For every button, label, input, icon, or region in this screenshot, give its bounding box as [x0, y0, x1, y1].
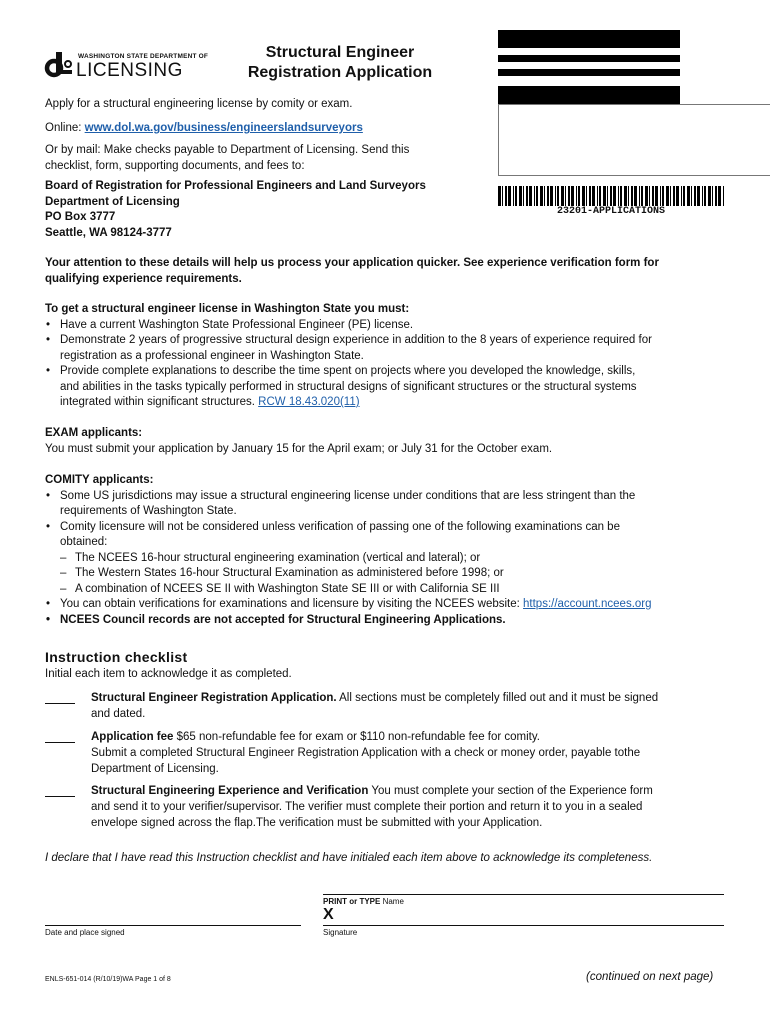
- signature-label: Signature: [323, 928, 358, 937]
- attention-note: [45, 256, 659, 287]
- exam-option: – The NCEES 16-hour structural engineering examination (vertical and lateral); or: [60, 551, 735, 567]
- online-link[interactable]: www.dol.wa.gov/business/engineerslandsurveyors: [84, 122, 363, 134]
- requirements-section: [45, 302, 725, 411]
- continued-note: (continued on next page): [586, 971, 714, 983]
- barcode-icon: [498, 186, 724, 206]
- mailing-address: [45, 179, 426, 241]
- exam-text: You must submit your application by January 15 for the April exam; or July 31 for the October exam.: [45, 442, 553, 455]
- attention-line: Your attention to these details will help us process your application quicker. See experience verification form for: [45, 257, 659, 269]
- initial-field[interactable]: [45, 703, 75, 704]
- requirements-heading: To get a structural engineer license in Washington State you must:: [45, 303, 410, 315]
- comity-item: • NCEES Council records are not accepted for Structural Engineering Applications.: [45, 613, 735, 629]
- online-row: [45, 121, 363, 137]
- checklist-subheading: Initial each item to acknowledge it as completed.: [45, 668, 292, 680]
- checklist-heading: Instruction checklist: [45, 649, 188, 665]
- print-name-label: PRINT or TYPE Name: [323, 897, 404, 906]
- rcw-link[interactable]: RCW 18.43.020(11): [258, 396, 360, 408]
- form-title-line2: Registration Application: [247, 64, 433, 81]
- form-title-line1: Structural Engineer: [265, 44, 415, 61]
- mail-line: checklist, form, supporting documents, and fees to:: [45, 159, 305, 172]
- address-line: PO Box 3777: [45, 211, 116, 223]
- address-line: Seattle, WA 98124-3777: [45, 226, 172, 239]
- attention-line: qualifying experience requirements.: [45, 272, 242, 285]
- mail-instructions: [45, 143, 409, 174]
- black-bar: [498, 86, 680, 104]
- black-bar: [498, 69, 680, 76]
- office-stamp-box: [498, 104, 770, 176]
- form-title: [222, 43, 458, 83]
- address-line: Board of Registration for Professional Engineers and Land Surveyors: [45, 180, 426, 192]
- comity-heading: COMITY applicants:: [45, 474, 154, 486]
- logo-licensing: LICENSING: [76, 60, 183, 81]
- exam-heading: EXAM applicants:: [45, 427, 143, 439]
- signature-field[interactable]: [323, 925, 724, 926]
- print-name-line: [323, 894, 724, 895]
- checklist-item: Structural Engineer Registration Application. All sections must be completely filled out and it must be signed and dated.: [91, 692, 659, 720]
- requirement-item: • Demonstrate 2 years of progressive structural design experience in addition to the 8 years of experience required for registration as a professional engineer in Washington State.: [45, 333, 725, 364]
- comity-section: [45, 473, 735, 628]
- address-line: Department of Licensing: [45, 195, 180, 208]
- mail-line: Or by mail: Make checks payable to Department of Licensing. Send this: [45, 144, 410, 156]
- logo-department: WASHINGTON STATE DEPARTMENT OF: [78, 53, 209, 60]
- exam-option: – A combination of NCEES SE II with Washington State SE III or with California SE III: [60, 582, 735, 598]
- online-label: Online:: [45, 122, 85, 134]
- barcode-label: 23201-APPLICATIONS: [556, 206, 666, 217]
- checklist-item: Application fee $65 non-refundable fee for exam or $110 non-refundable fee for comity. Submit a completed Structural Engineer Registration Application with a check or money order, payable tothe Department of Licensing.: [91, 731, 641, 775]
- intro-line: Apply for a structural engineering license by comity or exam.: [45, 98, 353, 110]
- requirement-item: • Provide complete explanations to describe the time spent on projects where you developed the knowledge, skills, and abilities in the tasks typically performed in structural designs of significant structures or the structural systems integrated within significant structures. RCW 18.43.020(11): [45, 364, 725, 411]
- form-id: ENLS-651-014 (R/10/19)WA Page 1 of 8: [45, 976, 171, 983]
- comity-item: • You can obtain verifications for examinations and licensure by visiting the NCEES website: https://account.ncees.org: [45, 597, 735, 613]
- ncees-link[interactable]: https://account.ncees.org: [523, 598, 652, 610]
- exam-section: [45, 426, 552, 457]
- requirement-item: • Have a current Washington State Professional Engineer (PE) license.: [45, 318, 725, 334]
- comity-item: • Comity licensure will not be considered unless verification of passing one of the following examinations can be obtained: – The NCEES 16-hour structural engineering examination (vertical and lateral); or – The Western States 16-hour Structural Examination as administered before 1998; or – A combination of NCEES SE II with Washington State SE III or with California SE III: [45, 520, 735, 598]
- black-bar: [498, 30, 680, 48]
- dol-logo: [44, 50, 209, 82]
- signature-x-mark: X: [323, 906, 334, 923]
- initial-field[interactable]: [45, 742, 75, 743]
- date-place-field[interactable]: [45, 925, 301, 926]
- date-place-label: Date and place signed: [45, 928, 125, 937]
- dol-logo-mark-icon: [44, 50, 74, 80]
- black-bar: [498, 55, 680, 62]
- comity-item: • Some US jurisdictions may issue a structural engineering license under conditions that are less stringent than the requirements of Washington State.: [45, 489, 735, 520]
- initial-field[interactable]: [45, 796, 75, 797]
- declaration: I declare that I have read this Instruction checklist and have initialed each item above to acknowledge its completeness.: [45, 852, 653, 864]
- checklist-item: Structural Engineering Experience and Verification You must complete your section of the Experience form and send it to your verifier/supervisor. The verifier must complete their portion and return it to you in a sealed envelope signed across the flap.The verification must be submitted with your Application.: [91, 785, 653, 829]
- exam-option: – The Western States 16-hour Structural Examination as administered before 1998; or: [60, 566, 735, 582]
